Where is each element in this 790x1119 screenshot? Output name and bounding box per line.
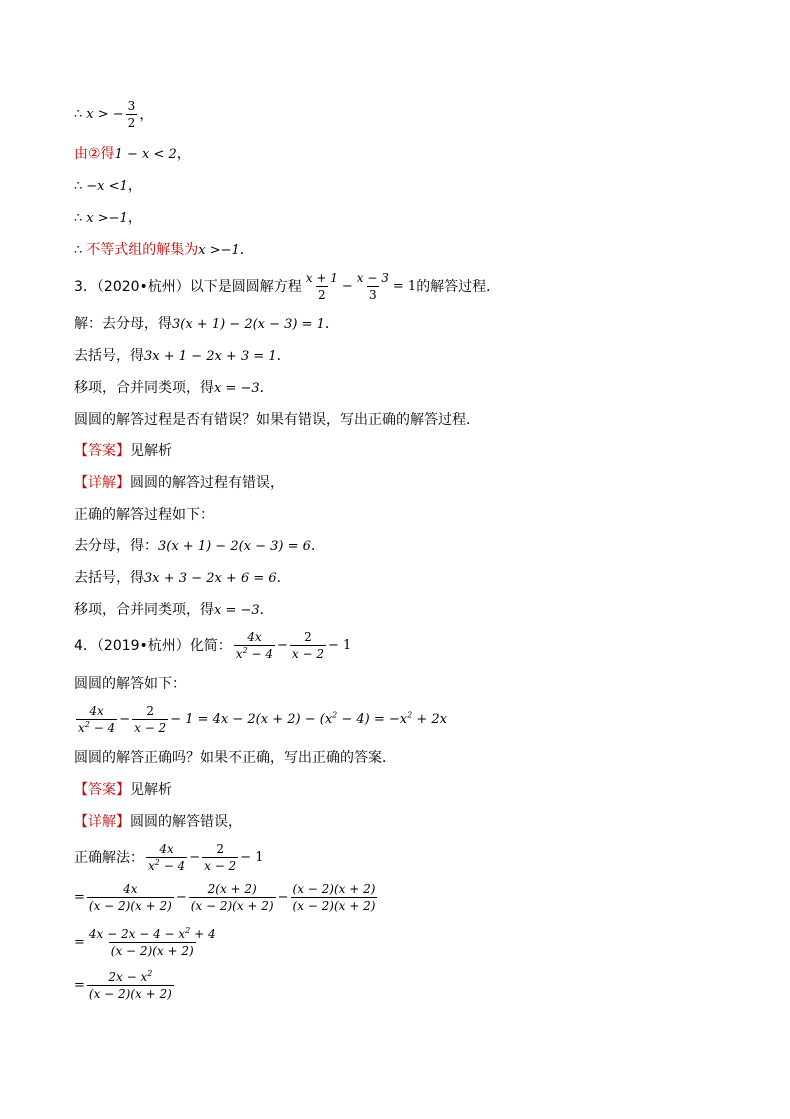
den-part: x bbox=[78, 721, 85, 735]
denominator: (x − 2)(x + 2) bbox=[190, 899, 274, 913]
question-4-header bbox=[74, 631, 351, 660]
numerator: 4x bbox=[89, 704, 104, 718]
den-part: − 4 bbox=[89, 721, 116, 735]
punct: ． bbox=[259, 602, 274, 618]
exponent: 2 bbox=[332, 710, 338, 720]
answer-text: 见解析 bbox=[130, 443, 172, 459]
q4-student-intro bbox=[74, 677, 186, 691]
num-part: 2x − x bbox=[108, 970, 148, 984]
denominator: (x − 2)(x + 2) bbox=[292, 899, 376, 913]
q4-correct-step-2 bbox=[74, 928, 220, 957]
therefore-symbol: ∴ bbox=[74, 107, 83, 122]
answer-tag: 【答案】 bbox=[74, 782, 130, 798]
line-neg-x-less-one bbox=[74, 179, 142, 193]
step-text: 去括号，得 bbox=[74, 570, 144, 586]
step-text: 去括号，得 bbox=[74, 348, 144, 364]
q4-correct-step-3 bbox=[74, 971, 176, 1000]
operator: − bbox=[119, 712, 131, 727]
punct: ． bbox=[310, 538, 325, 554]
punct: ， bbox=[176, 146, 191, 162]
step-text: 圆圆的解答如下： bbox=[74, 676, 186, 692]
question-text: 圆圆的解答过程是否有错误？如果有错误，写出正确的解答过程． bbox=[74, 412, 480, 428]
detail-text: 圆圆的解答过程有错误， bbox=[130, 475, 284, 491]
num-part: + 4 bbox=[190, 927, 216, 941]
math-expr: x = −3 bbox=[214, 380, 260, 396]
line-text: 由②得 bbox=[74, 146, 115, 162]
q4-detail bbox=[74, 815, 242, 829]
fraction-4x-over-x2-minus-4 bbox=[76, 705, 117, 734]
detail-tag: 【详解】 bbox=[74, 475, 130, 491]
exponent: 2 bbox=[84, 720, 90, 729]
fraction-2-over-x-minus-2 bbox=[290, 631, 326, 660]
exponent: 2 bbox=[185, 926, 191, 935]
exponent: 2 bbox=[147, 969, 153, 978]
denominator: 2 bbox=[318, 288, 326, 302]
fraction-term-1 bbox=[87, 883, 174, 912]
equals-sign: = bbox=[74, 978, 85, 993]
denominator: (x − 2)(x + 2) bbox=[88, 987, 172, 1001]
line-text: 不等式组的解集为 bbox=[86, 242, 199, 258]
numerator: 2 bbox=[216, 842, 224, 856]
denominator bbox=[146, 857, 187, 872]
q3-correct-step-1 bbox=[74, 539, 325, 553]
math-tail: − 1 bbox=[328, 638, 352, 653]
q3-question bbox=[74, 413, 480, 427]
math-expr: x >−1 bbox=[86, 210, 128, 226]
q3-correct-step-2 bbox=[74, 571, 291, 585]
fraction-x-minus-3-over-3 bbox=[355, 272, 391, 301]
fraction-2-over-x-minus-2 bbox=[202, 843, 238, 872]
operator: − bbox=[341, 279, 353, 294]
exponent: 2 bbox=[242, 646, 248, 655]
denominator: 3 bbox=[369, 288, 377, 302]
math-expr: x > − bbox=[86, 107, 124, 122]
num-part: 4x − 2x − 4 − x bbox=[88, 927, 186, 941]
answer-text: 见解析 bbox=[130, 782, 172, 798]
operator: − bbox=[277, 890, 289, 905]
numerator: 2 bbox=[146, 704, 154, 718]
math-expr: 3(x + 1) − 2(x − 3) = 1 bbox=[172, 316, 325, 332]
fraction-term-3 bbox=[291, 883, 378, 912]
den-part: x bbox=[148, 859, 155, 873]
operator: − bbox=[175, 890, 187, 905]
math-expr: 1 − x < 2 bbox=[114, 146, 177, 162]
step-text: 正确解法： bbox=[74, 849, 144, 866]
punct: ． bbox=[259, 380, 274, 396]
math-expr: x >−1 bbox=[198, 242, 240, 258]
numerator bbox=[106, 971, 154, 985]
numerator: 4x bbox=[247, 630, 262, 644]
equals-sign: = bbox=[74, 890, 85, 905]
exponent: 2 bbox=[154, 858, 160, 867]
numerator: 4x bbox=[159, 842, 174, 856]
numerator: 3 bbox=[127, 99, 136, 113]
step-text: 移项，合并同类项，得 bbox=[74, 380, 214, 396]
expr-part: − 1 = 4x − 2(x + 2) − (x bbox=[170, 712, 333, 727]
den-part: − 4 bbox=[247, 647, 273, 661]
q3-step-remove-denominator bbox=[74, 317, 339, 331]
q4-correct-start bbox=[74, 843, 264, 872]
line-solution-set bbox=[74, 243, 254, 257]
punct: ， bbox=[127, 210, 142, 226]
operator: − bbox=[189, 850, 201, 865]
line-x-greater-neg-three-halves bbox=[74, 100, 153, 129]
denominator: x − 2 bbox=[204, 859, 237, 873]
q4-student-solution bbox=[74, 705, 447, 734]
step-text: 正确的解答过程如下： bbox=[74, 507, 214, 523]
numerator: x − 3 bbox=[356, 271, 389, 285]
numerator: 2 bbox=[304, 630, 312, 644]
q3-step-remove-brackets bbox=[74, 349, 291, 363]
fraction-final bbox=[87, 971, 174, 1000]
equals-sign: = bbox=[74, 935, 85, 950]
q3-correct-intro bbox=[74, 508, 214, 522]
q3-answer bbox=[74, 444, 172, 458]
answer-tag: 【答案】 bbox=[74, 443, 130, 459]
fraction-4x-over-x2-minus-4 bbox=[146, 843, 187, 872]
detail-text: 圆圆的解答错误， bbox=[130, 814, 242, 830]
q3-detail bbox=[74, 476, 284, 490]
punct: ． bbox=[239, 242, 254, 258]
punct: ． bbox=[276, 570, 291, 586]
q4-answer bbox=[74, 783, 172, 797]
denominator: (x − 2)(x + 2) bbox=[88, 899, 172, 913]
denominator bbox=[234, 645, 275, 660]
math-expr: 3x + 1 − 2x + 3 = 1 bbox=[144, 348, 277, 364]
math-expr: −x <1 bbox=[86, 178, 128, 194]
den-part: − 4 bbox=[159, 859, 186, 873]
fraction-term-2 bbox=[189, 883, 276, 912]
numerator: (x − 2)(x + 2) bbox=[292, 882, 376, 896]
numerator bbox=[87, 928, 218, 942]
exponent: 2 bbox=[407, 710, 413, 720]
equals-one: = 1 bbox=[392, 279, 417, 294]
denominator: 2 bbox=[127, 116, 136, 130]
q3-step-combine bbox=[74, 381, 274, 395]
fraction-2-over-x-minus-2 bbox=[132, 705, 168, 734]
fraction-4x-over-x2-minus-4 bbox=[234, 631, 275, 660]
math-expr bbox=[170, 710, 447, 727]
therefore-symbol: ∴ bbox=[74, 210, 83, 226]
question-text: 圆圆的解答正确吗？如果不正确，写出正确的答案． bbox=[74, 750, 396, 766]
operator: − bbox=[277, 638, 288, 653]
question-text: 3．（2020•杭州）以下是圆圆解方程 bbox=[74, 278, 302, 295]
punct: ， bbox=[139, 106, 154, 123]
fraction-three-halves bbox=[126, 100, 138, 129]
math-expr: 3x + 3 − 2x + 6 = 6 bbox=[144, 570, 277, 586]
numerator: x + 1 bbox=[305, 271, 338, 285]
q4-question bbox=[74, 751, 396, 765]
numerator: 2(x + 2) bbox=[207, 882, 257, 896]
denominator: x − 2 bbox=[291, 647, 324, 661]
question-3-header bbox=[74, 272, 500, 301]
punct: ， bbox=[127, 178, 142, 194]
expr-part: + 2x bbox=[412, 712, 447, 727]
step-text: 解：去分母，得 bbox=[74, 316, 172, 332]
numerator: 4x bbox=[123, 882, 138, 896]
punct: ． bbox=[276, 348, 291, 364]
math-expr: x = −3 bbox=[214, 602, 260, 618]
fraction-combined bbox=[87, 928, 218, 957]
math-expr: 3(x + 1) − 2(x − 3) = 6 bbox=[158, 538, 311, 554]
step-text: 去分母，得： bbox=[74, 538, 158, 554]
therefore-symbol: ∴ bbox=[74, 242, 83, 258]
line-from-two bbox=[74, 147, 191, 161]
q4-correct-step-1 bbox=[74, 883, 379, 912]
q3-correct-step-3 bbox=[74, 603, 274, 617]
den-part: x bbox=[235, 647, 243, 661]
denominator bbox=[76, 719, 117, 734]
line-x-greater-neg-one bbox=[74, 211, 142, 225]
denominator: (x − 2)(x + 2) bbox=[110, 944, 194, 958]
math-tail: − 1 bbox=[240, 850, 264, 865]
detail-tag: 【详解】 bbox=[74, 814, 130, 830]
expr-part: − 4) = −x bbox=[337, 712, 408, 727]
step-text: 移项，合并同类项，得 bbox=[74, 602, 214, 618]
fraction-x-plus-1-over-2 bbox=[304, 272, 340, 301]
question-text: 4．（2019•杭州）化简： bbox=[74, 637, 232, 654]
question-text-tail: 的解答过程． bbox=[416, 278, 501, 295]
therefore-symbol: ∴ bbox=[74, 178, 83, 194]
punct: ． bbox=[324, 316, 339, 332]
denominator: x − 2 bbox=[134, 721, 167, 735]
